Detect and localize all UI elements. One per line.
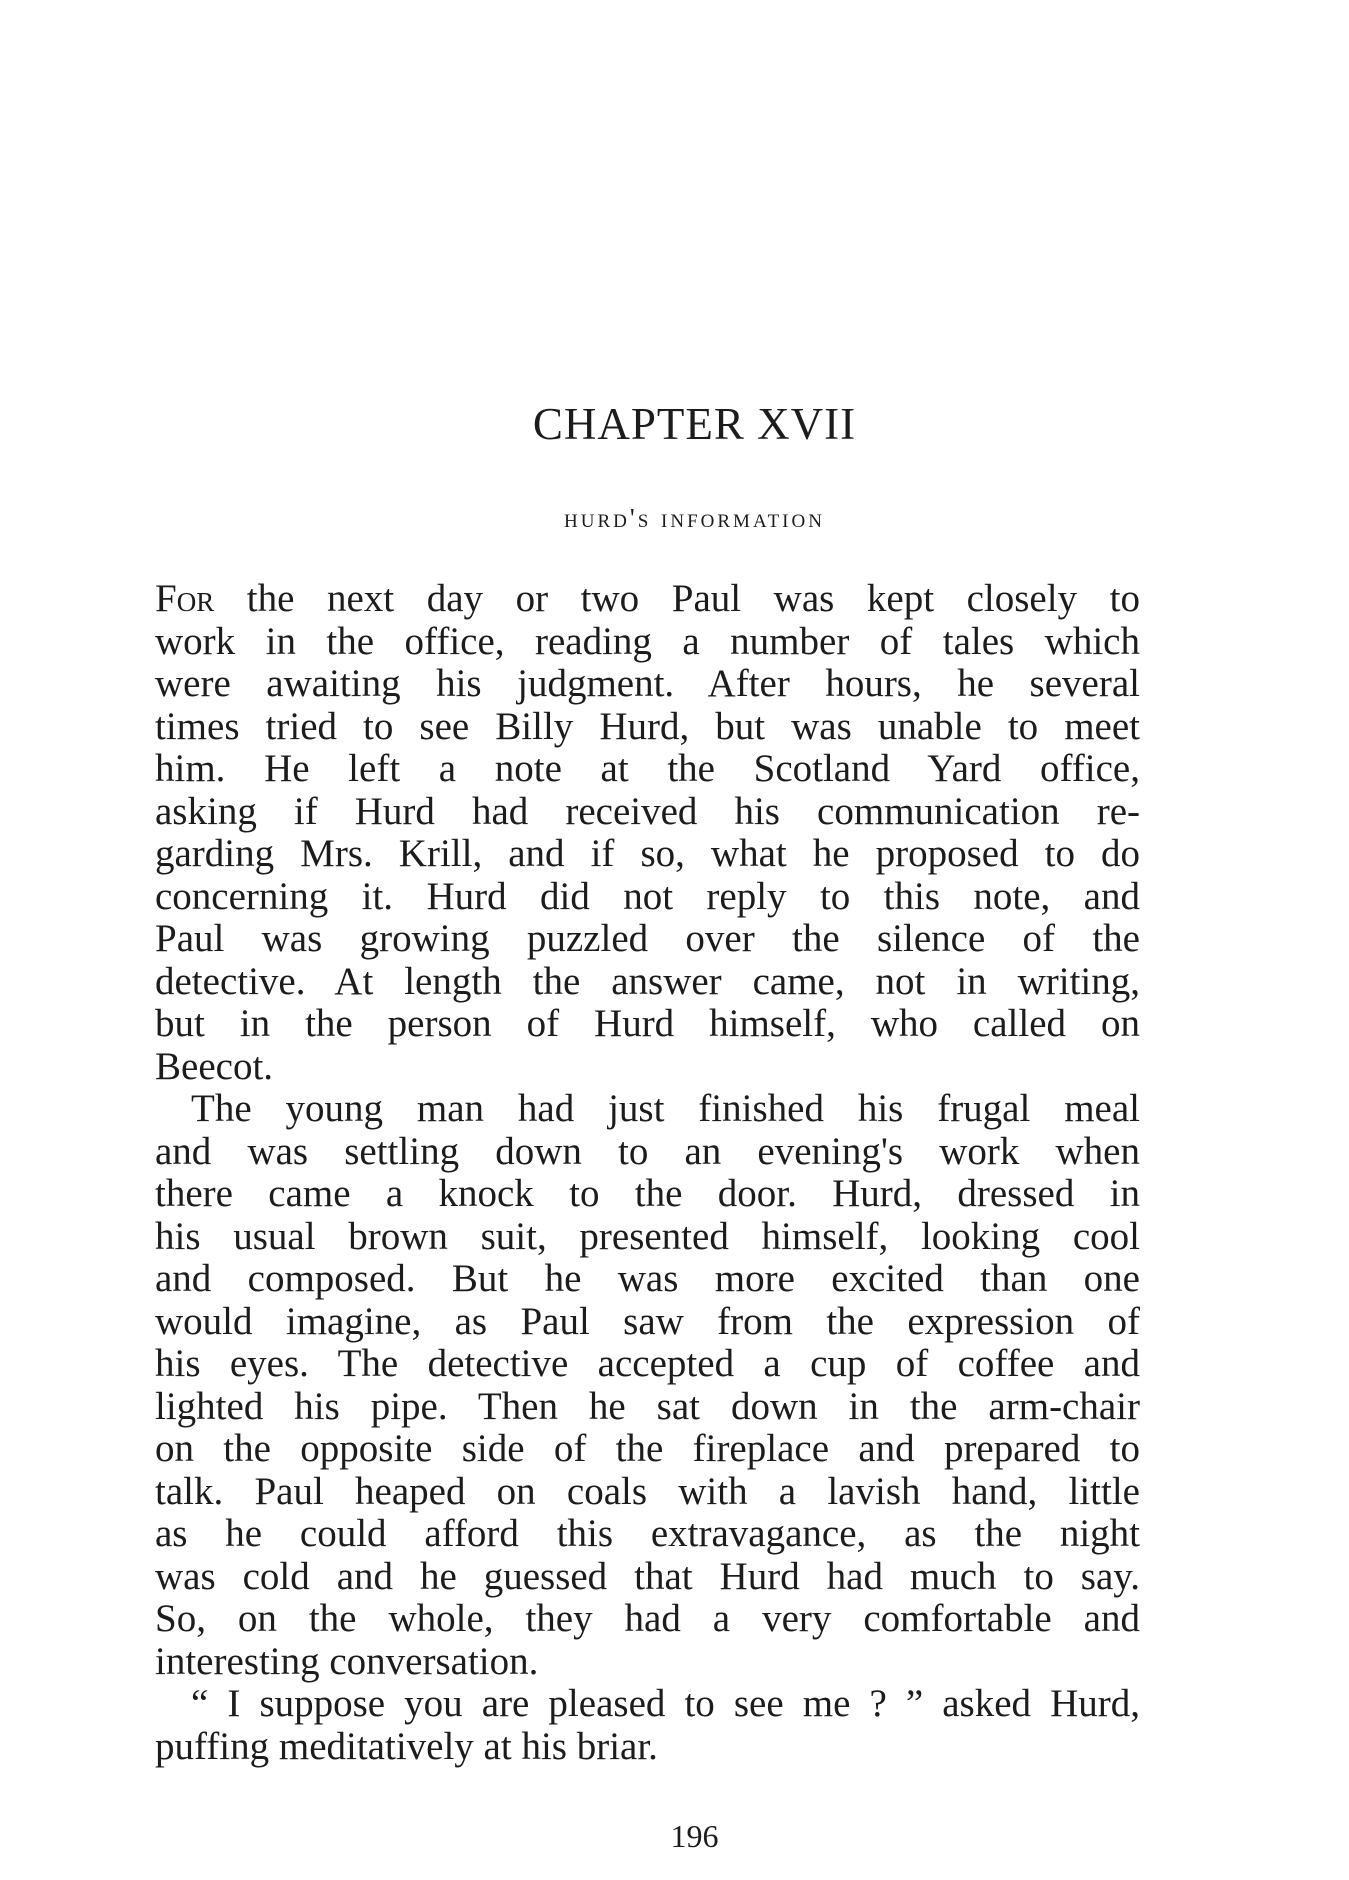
text-line: work in the office, reading a number of tales which	[155, 619, 1140, 663]
body-text	[155, 578, 1140, 1768]
text-line: there came a knock to the door. Hurd, dressed in	[155, 1172, 1140, 1215]
text-line: as he could afford this extravagance, as the night	[155, 1512, 1140, 1555]
text-line: For the next day or two Paul was kept closely to	[155, 577, 1140, 620]
text-line: asking if Hurd had received his communication re-	[155, 789, 1140, 833]
text-line: on the opposite side of the fireplace and prepared to	[155, 1427, 1140, 1470]
opening-word: For	[155, 577, 215, 620]
text-line: but in the person of Hurd himself, who called on	[155, 1002, 1140, 1045]
text-line: was cold and he guessed that Hurd had much to say.	[155, 1554, 1140, 1598]
text-line: puffing meditatively at his briar.	[155, 1724, 658, 1768]
text-line: concerning it. Hurd did not reply to this note, and	[155, 874, 1140, 918]
text-line: times tried to see Billy Hurd, but was unable to meet	[155, 704, 1140, 748]
chapter-title: hurd's information	[564, 503, 825, 533]
text-line: The young man had just finished his frugal meal	[191, 1087, 1140, 1130]
text-line: lighted his pipe. Then he sat down in the arm-chair	[155, 1384, 1140, 1428]
text-line: Beecot.	[155, 1044, 274, 1088]
text-line: “ I suppose you are pleased to see me ? ” asked Hurd,	[191, 1682, 1140, 1725]
text-line: and composed. But he was more excited than one	[155, 1257, 1140, 1300]
text-line: his eyes. The detective accepted a cup of coffee and	[155, 1342, 1140, 1385]
text-line: and was settling down to an evening's work when	[155, 1129, 1140, 1173]
text-line: Paul was growing puzzled over the silence of the	[155, 917, 1140, 960]
text-line: garding Mrs. Krill, and if so, what he proposed to do	[155, 832, 1140, 875]
text-line: his usual brown suit, presented himself, looking cool	[155, 1214, 1140, 1258]
page-number: 196	[670, 1818, 719, 1854]
text-line: would imagine, as Paul saw from the expression of	[155, 1299, 1140, 1343]
text-line: were awaiting his judgment. After hours, he several	[155, 662, 1140, 705]
text-line: him. He left a note at the Scotland Yard office,	[155, 747, 1140, 790]
text-line: talk. Paul heaped on coals with a lavish hand, little	[155, 1469, 1140, 1513]
text-line: detective. At length the answer came, not in writing,	[155, 959, 1140, 1003]
chapter-heading: CHAPTER XVII	[532, 399, 857, 449]
text-line: interesting conversation.	[155, 1639, 539, 1683]
text-line: So, on the whole, they had a very comfortable and	[155, 1597, 1140, 1640]
